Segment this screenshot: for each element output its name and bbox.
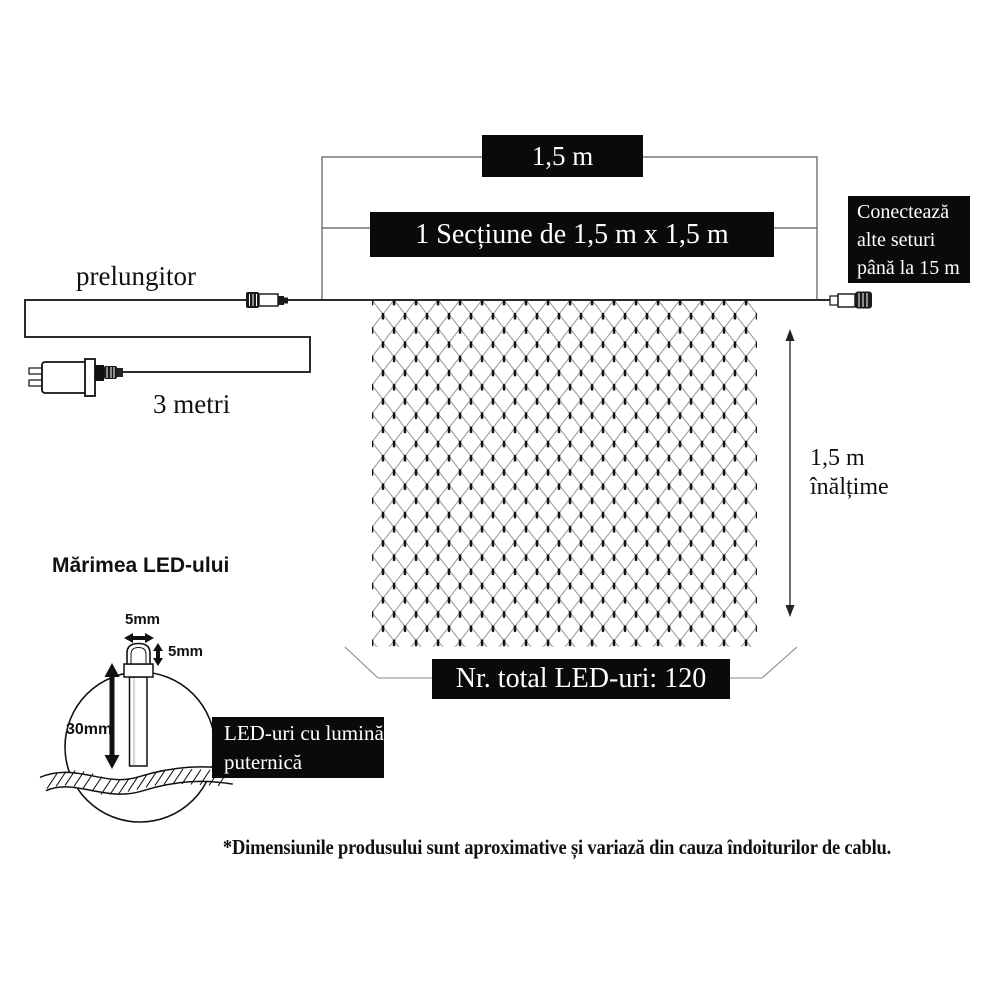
height-label [810,444,889,502]
connect-note-line2: alte seturi [857,229,936,251]
net-mesh [372,300,757,647]
extension-cord-label: prelungitor [76,261,196,291]
twisted-cable [43,769,234,795]
cable-length-label: 3 metri [153,389,231,419]
dome-arrow-5mm [153,643,163,666]
section-width-box [482,135,643,177]
connect-note-line3: până la 15 m [857,257,960,279]
height-label-line2: înălțime [810,474,889,500]
led-body-length-label: 30mm [66,721,113,738]
connect-note-box [848,196,970,283]
total-leds-label: Nr. total LED-uri: 120 [455,663,707,694]
led-brightness-note-box [212,717,384,778]
height-label-line1: 1,5 m [810,445,865,471]
cable-connector-right-icon [830,292,872,309]
led-size-heading: Mărimea LED-ului [52,554,230,577]
led-dome-height-label: 5mm [168,643,204,660]
led-note-line2: puternică [224,750,303,774]
section-label: 1 Secțiune de 1,5 m x 1,5 m [415,218,729,250]
height-dimension-arrow [786,329,795,617]
section-box [370,212,774,257]
total-leds-box [432,659,730,699]
footnote: *Dimensiunile produsului sunt aproximative și variază din cauza îndoiturilor de cablu. [222,835,892,859]
led-width-label: 5mm [125,611,161,628]
connect-note-line1: Conectează [857,201,950,223]
cable-connector-left-icon [246,292,288,308]
led-note-line1: LED-uri cu lumină [224,721,384,745]
section-width-label: 1,5 m [531,140,594,171]
power-plug-icon [29,359,123,396]
width-arrow-5mm [124,633,154,643]
